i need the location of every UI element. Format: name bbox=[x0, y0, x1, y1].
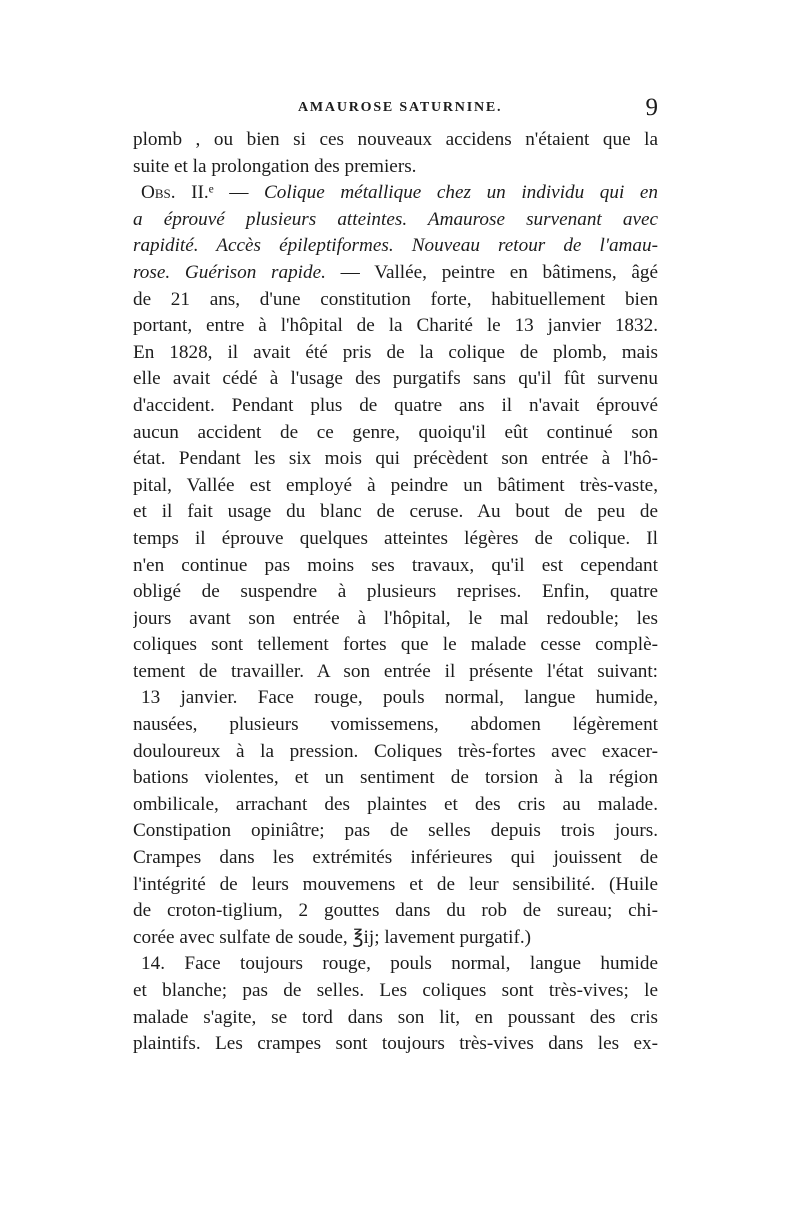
text-line: et blanche; pas de selles. Les coliques sont très-vives; le bbox=[133, 980, 658, 1001]
text-line: douloureux à la pression. Coliques très-fortes avec exacer- bbox=[133, 740, 658, 762]
text-line bbox=[133, 260, 658, 287]
text-line: bations violentes, et un sentiment de torsion à la région bbox=[133, 767, 658, 789]
observation-title: rose. Guérison rapide. bbox=[133, 261, 326, 283]
text-line: temps il éprouve quelques atteintes légères de colique. Il bbox=[133, 527, 658, 549]
text-line: Crampes dans les extrémités inférieures qui jouissent de bbox=[133, 847, 658, 869]
text-line: En 1828, il avait été pris de la colique de plomb, mais bbox=[133, 341, 658, 363]
text-line: obligé de suspendre à plusieurs reprises. Enfin, quatre bbox=[133, 581, 658, 603]
text-line: tement de travailler. A son entrée il présente l'état suivant: bbox=[133, 660, 658, 682]
text-line: 14. Face toujours rouge, pouls normal, langue humide bbox=[141, 953, 658, 975]
text-line: de croton-tiglium, 2 gouttes dans du rob de sureau; chi- bbox=[133, 900, 658, 922]
text-line: l'intégrité de leurs mouvemens et de leur sensibilité. (Huile bbox=[133, 873, 658, 895]
text-line: portant, entre à l'hôpital de la Charité le 13 janvier 1832. bbox=[133, 315, 658, 337]
text-line: état. Pendant les six mois qui précèdent son entrée à l'hô- bbox=[133, 448, 658, 470]
text-line: d'accident. Pendant plus de quatre ans il n'avait éprouvé bbox=[133, 394, 658, 416]
text-line: jours avant son entrée à l'hôpital, le mal redouble; les bbox=[133, 607, 658, 629]
body-text bbox=[133, 127, 658, 1058]
page-number: 9 bbox=[645, 94, 658, 121]
observation-title-line: a éprouvé plusieurs atteintes. Amaurose survenant avec bbox=[133, 208, 658, 230]
text-line: suite et la prolongation des premiers. bbox=[133, 155, 417, 177]
text-line: ombilicale, arrachant des plaintes et des cris au malade. bbox=[133, 793, 658, 815]
text-line: plaintifs. Les crampes sont toujours très-vives dans les ex- bbox=[133, 1033, 658, 1055]
text-line: plomb , ou bien si ces nouveaux accidens n'étaient que la bbox=[133, 129, 658, 150]
text-line: 13 janvier. Face rouge, pouls normal, langue humide, bbox=[141, 687, 658, 709]
running-title: AMAUROSE SATURNINE. bbox=[298, 100, 503, 115]
observation-title-line: rapidité. Accès épileptiformes. Nouveau retour de l'amau- bbox=[133, 235, 658, 257]
text-span: — Vallée, peintre en bâtimens, âgé bbox=[325, 261, 658, 283]
text-line: elle avait cédé à l'usage des purgatifs sans qu'il fût survenu bbox=[133, 368, 658, 390]
observation-heading-line bbox=[133, 180, 658, 207]
text-line: et il fait usage du blanc de ceruse. Au bout de peu de bbox=[133, 501, 658, 523]
text-line: de 21 ans, d'une constitution forte, habituellement bien bbox=[133, 288, 658, 310]
running-head bbox=[133, 94, 658, 122]
text-line: pital, Vallée est employé à peindre un bâtiment très-vaste, bbox=[133, 474, 658, 496]
text-line: Constipation opiniâtre; pas de selles depuis trois jours. bbox=[133, 820, 658, 842]
text-line: corée avec sulfate de soude, ℥ij; lavement purgatif.) bbox=[133, 926, 532, 948]
observation-title: Colique métallique chez un individu qui en bbox=[263, 182, 658, 204]
text-line: coliques sont tellement fortes que le malade cesse complè- bbox=[133, 634, 658, 656]
text-line: aucun accident de ce genre, quoiqu'il eût continué son bbox=[133, 421, 658, 443]
text-line: malade s'agite, se tord dans son lit, en poussant des cris bbox=[133, 1006, 658, 1028]
text-line: nausées, plusieurs vomissemens, abdomen légèrement bbox=[133, 714, 658, 736]
text-line: n'en continue pas moins ses travaux, qu'il est cependant bbox=[133, 554, 658, 576]
observation-label: Obs. II.ᵉ — bbox=[141, 182, 264, 204]
